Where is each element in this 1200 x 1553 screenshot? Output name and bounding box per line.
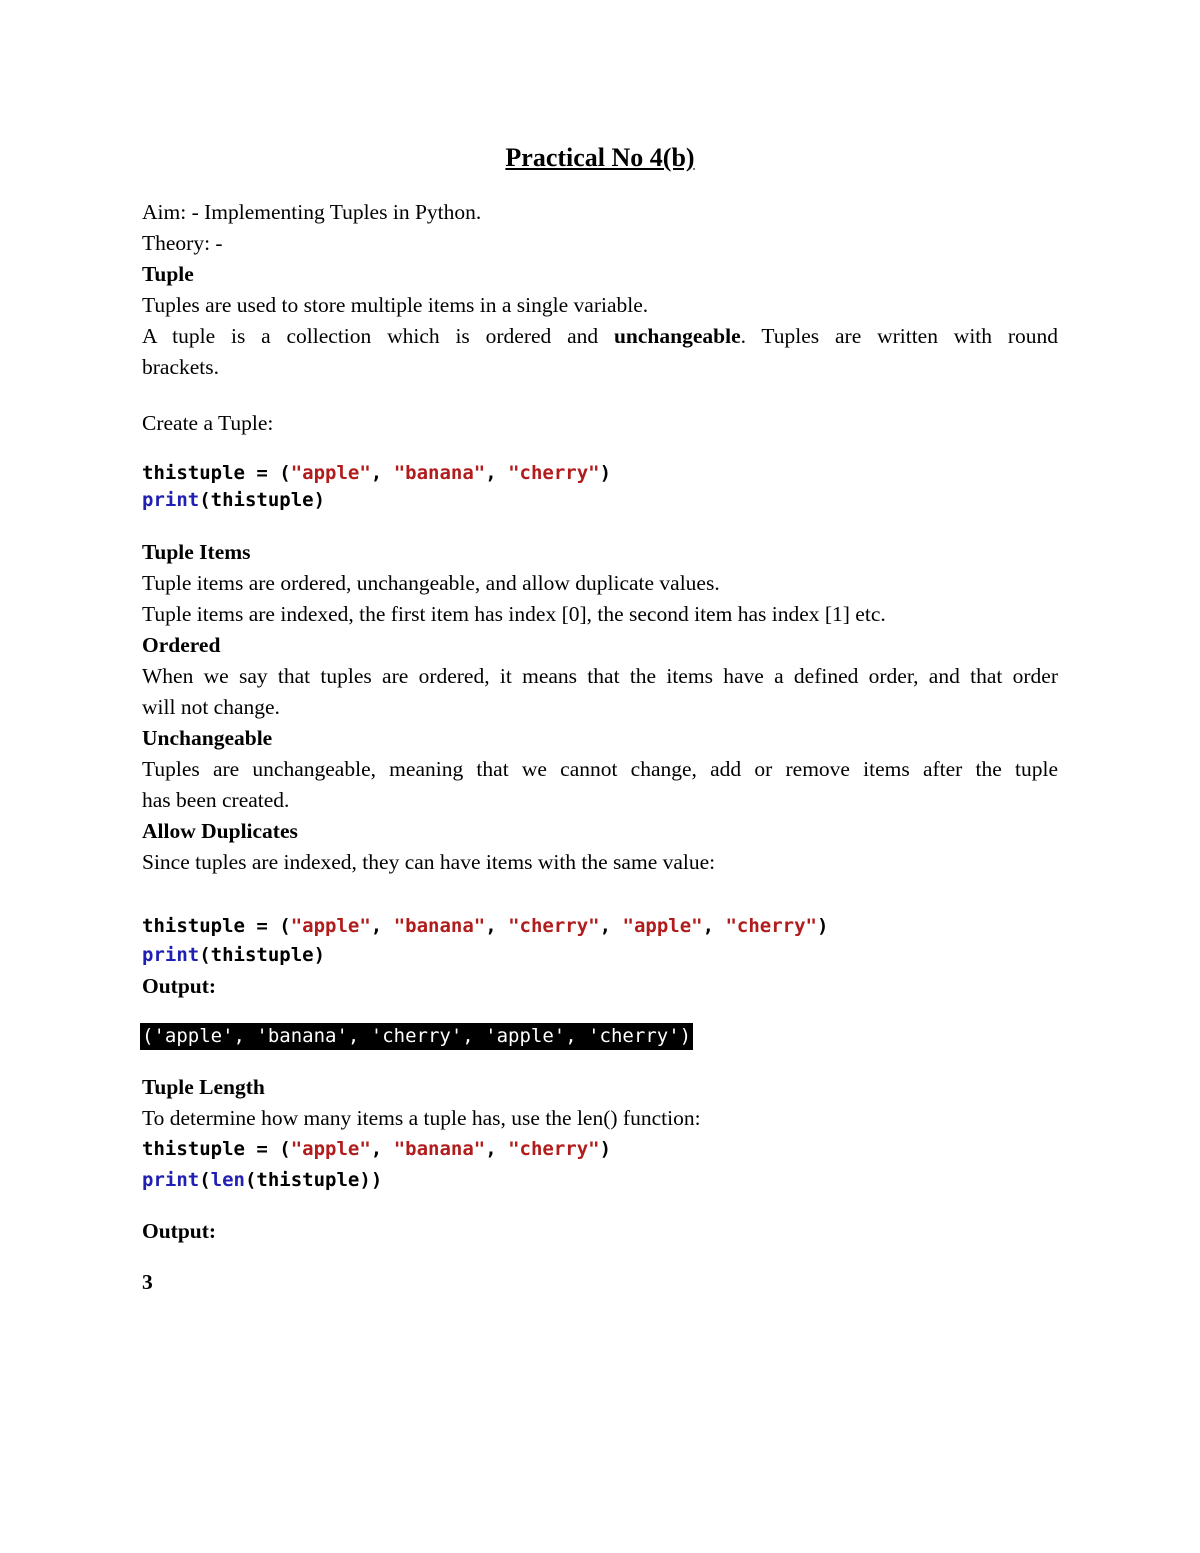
tuple-items-heading: Tuple Items (142, 540, 251, 564)
code-sep: , (702, 915, 726, 937)
tuple-length-heading: Tuple Length (142, 1075, 265, 1099)
theory-label: Theory: - (142, 231, 223, 255)
code-function: print (142, 489, 200, 511)
aim-text: Aim: - Implementing Tuples in Python. (142, 200, 482, 224)
code-function: len (210, 1169, 245, 1191)
code-var: thistuple = ( (142, 1138, 291, 1160)
code-line-duplicates-tuple (142, 913, 828, 939)
code-sep: , (370, 915, 394, 937)
tuple-def-bold: unchangeable (613, 324, 741, 348)
create-tuple-label: Create a Tuple: (142, 411, 274, 435)
tuple-def-after: . Tuples are written with round (740, 324, 1058, 348)
tuple-items-text-2: Tuple items are indexed, the first item has index [0], the second item has index [1] etc. (142, 602, 886, 626)
code-string: "banana" (393, 915, 486, 937)
tuple-definition (142, 323, 1058, 349)
code-sep: , (370, 462, 394, 484)
unchangeable-text-2: has been created. (142, 788, 290, 812)
tuple-def-line2: brackets. (142, 355, 220, 379)
code-paren: ) (599, 462, 612, 484)
code-line-create-tuple (142, 460, 611, 486)
unchangeable-heading: Unchangeable (142, 726, 273, 750)
code-string: "cherry" (508, 462, 600, 484)
code-sep: , (485, 1138, 509, 1160)
code-string: "cherry" (508, 915, 600, 937)
code-sep: , (485, 462, 509, 484)
code-var: thistuple = ( (142, 915, 291, 937)
ordered-text-1: When we say that tuples are ordered, it means that the items have a defined order, and that order (142, 664, 1058, 688)
ordered-heading: Ordered (142, 633, 221, 657)
code-string: "cherry" (725, 915, 817, 937)
output-value: 3 (142, 1270, 153, 1294)
code-line-print-len (142, 1167, 382, 1193)
code-sep: , (599, 915, 623, 937)
code-function: print (142, 944, 200, 966)
code-paren: ( (199, 1169, 211, 1191)
tuple-items-text-1: Tuple items are ordered, unchangeable, and allow duplicate values. (142, 571, 720, 595)
code-string: "apple" (290, 915, 371, 937)
tuple-intro: Tuples are used to store multiple items in a single variable. (142, 293, 649, 317)
output-label: Output: (142, 974, 217, 998)
tuple-length-text: To determine how many items a tuple has, use the len() function: (142, 1106, 701, 1130)
code-string: "apple" (290, 1138, 371, 1160)
code-string: "apple" (622, 915, 703, 937)
code-function: print (142, 1169, 200, 1191)
code-paren: ) (816, 915, 829, 937)
code-line-print (142, 942, 325, 968)
code-arg: (thistuple) (199, 944, 326, 966)
code-line-print (142, 487, 325, 513)
code-string: "apple" (290, 462, 371, 484)
code-arg: (thistuple) (199, 489, 326, 511)
allow-duplicates-heading: Allow Duplicates (142, 819, 298, 843)
code-paren: ) (599, 1138, 612, 1160)
output-label: Output: (142, 1219, 217, 1243)
allow-duplicates-text: Since tuples are indexed, they can have items with the same value: (142, 850, 716, 874)
code-var: thistuple = ( (142, 462, 291, 484)
page-title: Practical No 4(b) (505, 143, 695, 172)
tuple-def-before: A tuple is a collection which is ordered and (142, 324, 614, 348)
code-sep: , (485, 915, 509, 937)
code-string: "banana" (393, 462, 486, 484)
code-line-length-tuple (142, 1136, 611, 1162)
unchangeable-text-1: Tuples are unchangeable, meaning that we cannot change, add or remove items after the tuple (142, 757, 1058, 781)
tuple-heading: Tuple (142, 262, 194, 286)
code-arg: (thistuple)) (244, 1169, 383, 1191)
code-sep: , (370, 1138, 394, 1160)
ordered-text-2: will not change. (142, 695, 280, 719)
code-string: "banana" (393, 1138, 486, 1160)
console-output: ('apple', 'banana', 'cherry', 'apple', 'cherry') (140, 1023, 693, 1050)
code-string: "cherry" (508, 1138, 600, 1160)
